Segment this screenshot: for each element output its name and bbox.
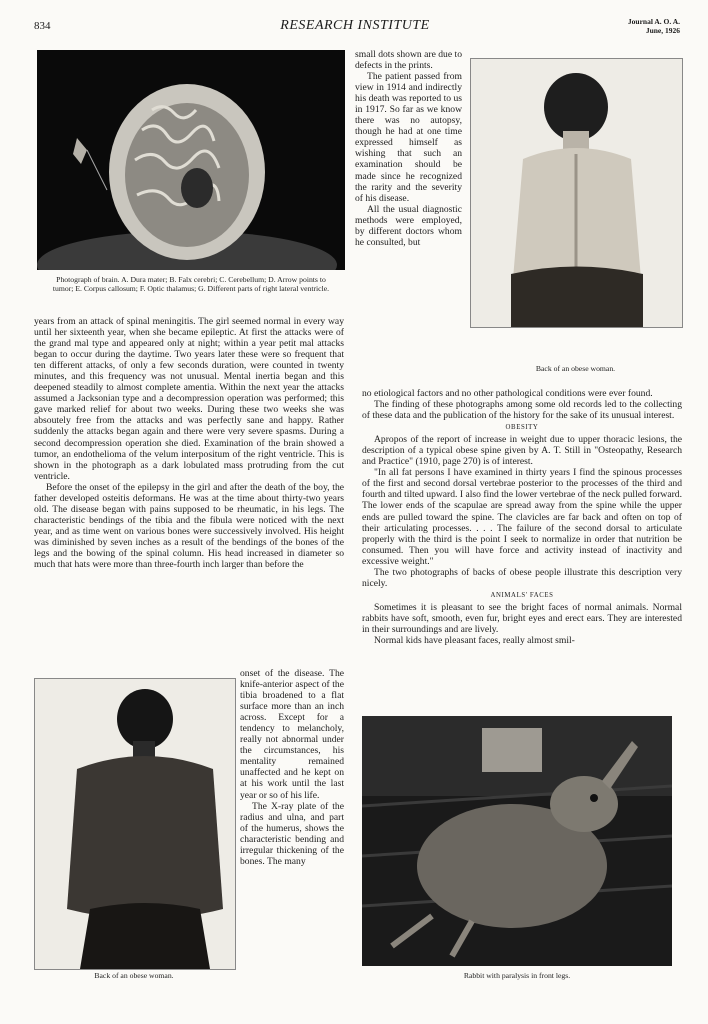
right-narrow-text xyxy=(355,49,462,248)
obese-back-caption-top: Back of an obese woman. xyxy=(535,364,616,373)
paragraph: All the usual diagnostic methods were employed, by different doctors whom he consulted, but xyxy=(355,203,462,248)
paragraph: Before the onset of the epilepsy in the girl and after the death of the boy, the father developed osteitis deformans. He was at the time about thirty-two years old. The disease began with pains supposed to be rheumatic, in his legs. The characteristic bendings of the tibia and the fibula were noticed with the next year, and as time went on various bones were successively involved. His height was diminished by seven inches as a result of the bendings of the bones of the legs and the bowing of the spinal column. His head increased in diameter so much that hats were more than three-fourth inch larger than before the xyxy=(34,481,344,571)
brain-photo-caption: Photograph of brain. A. Dura mater; B. Falx cerebri; C. Cerebellum; D. Arrow points to tumor; E. Corpus callosum; F. Optic thalamus; G. Different parts of right lateral ventricle. xyxy=(52,275,330,293)
section-heading-obesity: OBESITY xyxy=(505,424,539,432)
page-number: 834 xyxy=(34,20,51,32)
rabbit-photo-caption: Rabbit with paralysis in front legs. xyxy=(463,971,571,980)
brain-photo xyxy=(37,50,345,270)
paragraph: Sometimes it is pleasant to see the bright faces of normal animals. Normal rabbits have soft, smooth, even fur, bright eyes and erect ears. They are interested in their surroundings and are lively. xyxy=(362,601,682,635)
journal-date: June, 1926 xyxy=(645,25,680,35)
quote-paragraph: "In all fat persons I have examined in thirty years I find the spinous processes of the first and second dorsal vertebrae posterior to the processes of the third and fourth and tilted upward. I also find the lower vertebrae of the neck pulled forward. The lower ends of the scapulae are spread away from the spine while the upper ends are pulled toward the spine. The clavicles are far back and often on top of their articulating processes. . . . The failure of the second dorsal to articulate properly with the third is the point I seek to normalize in order that nutrition be consumed. Then you will have force and activity instead of inactivity and excessive weight." xyxy=(362,467,682,567)
paragraph: The two photographs of backs of obese people illustrate this description very nicely. xyxy=(362,566,682,589)
paragraph: small dots shown are due to defects in the prints. xyxy=(355,49,462,72)
paragraph: no etiological factors and no other pathological conditions were ever found. xyxy=(362,388,653,399)
obese-back-photo-top xyxy=(470,58,683,328)
paragraph: The patient passed from view in 1914 and indirectly his death was reported to us in 1917. So far as we know there was no autopsy, though he had at one time expressed himself as wishing that such an examination should be made since he recognized the rarity and the severity of his disease. xyxy=(355,71,462,204)
paragraph: onset of the disease. The knife-anterior aspect of the tibia broadened to a flat surface more than an inch across. Except for a tendency to melancholy, really not abnormal under the circumstances, his mentality remained unaffected and he kept on at his work until the last year or so of his life. xyxy=(240,668,344,801)
obese-back-caption-bottom: Back of an obese woman. xyxy=(94,971,174,980)
paragraph: The X-ray plate of the radius and ulna, and part of the humerus, shows the characteristic bending and irregular thickening of the bones. The many xyxy=(240,800,344,867)
journal-info xyxy=(596,18,680,35)
paragraph: Normal kids have pleasant faces, really almost smil- xyxy=(374,635,575,647)
paragraph: Apropos of the report of increase in weight due to upper thoracic lesions, the description of a typical obese spine given by A. T. Still in "Osteopathy, Research and Practice" (1910, page 270) is of interest. xyxy=(362,434,682,468)
section-heading-animal-faces: ANIMALS' FACES xyxy=(490,591,554,599)
paragraph: years from an attack of spinal meningitis. The girl seemed normal in every way until her sixteenth year, when she became epileptic. At first the attacks were of the grand mal type and appeared only at night; within a year petit mal attacks began to occur during the daytime. Two years later these were so frequent that ten different attacks, of only a few seconds duration, were counted in twenty minutes, and this frequency was not unusual. Mental inertia began and this deepened steadily to almost complete amentia. Within the next year the attacks assumed a Jacksonian type and a decompression operation was performed; this gave marked relief for about two weeks. During these two weeks she was absoutely free from the attacks and was perfectly sane and happy. Rather suddenly the attacks began again and there were very severe spasms. During a second decompression operation she died. Examination of the brain showed a tumor, an endothelioma of the velum interpositum of the right ventricle. This is shown in the photograph as a dark lobulated mass protruding from the cut ventricle. xyxy=(34,316,344,482)
rabbit-photo xyxy=(362,716,672,966)
left-narrow-text xyxy=(240,668,344,867)
left-column-text xyxy=(34,316,344,570)
running-title: RESEARCH INSTITUTE xyxy=(280,18,430,33)
paragraph: The finding of these photographs among some old records led to the collecting of these data and the publication of the history for the sake of its unusual interest. xyxy=(362,399,682,422)
right-column-text xyxy=(362,388,682,646)
obese-back-photo-bottom xyxy=(34,678,236,970)
journal-name: Journal A. O. A. xyxy=(627,17,680,26)
